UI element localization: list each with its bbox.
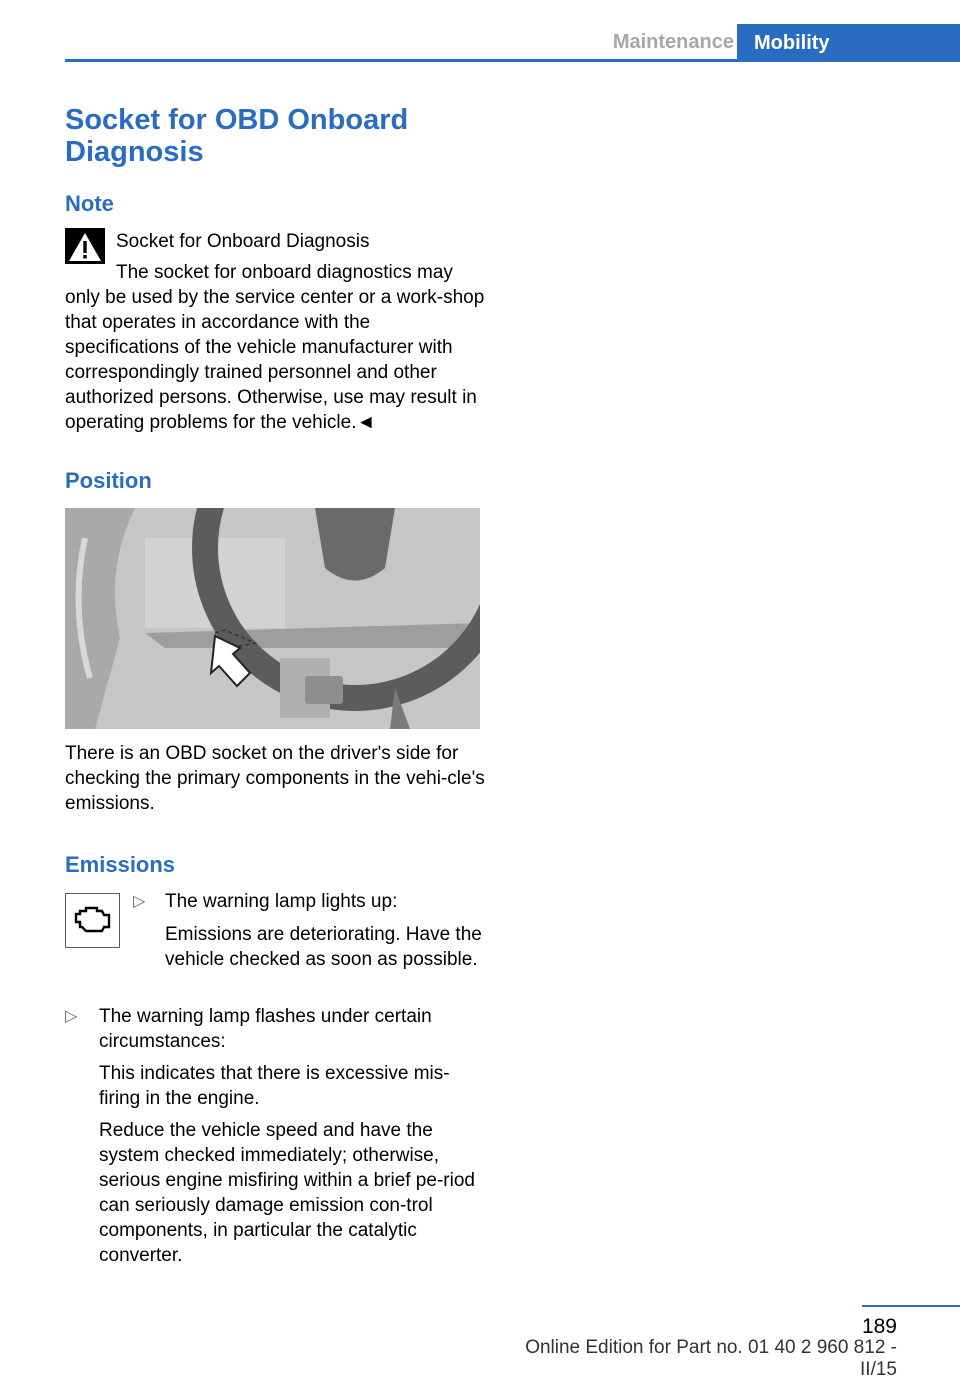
edition-line: Online Edition for Part no. 01 40 2 960 812 - II/15 (525, 1337, 897, 1380)
position-text: There is an OBD socket on the driver's side for checking the primary components in the vehi-cle's emissions. (65, 743, 485, 814)
page-title: Socket for OBD Onboard Diagnosis (65, 104, 409, 168)
bullet-marker: ▷ (65, 1008, 78, 1025)
warning-title: Socket for Onboard Diagnosis (116, 231, 370, 252)
bullet-2-detail-1: This indicates that there is excessive mis-firing in the engine. (99, 1063, 450, 1109)
bullet-marker: ▷ (133, 893, 146, 910)
bullet-2-detail-2: Reduce the vehicle speed and have the system checked immediately; otherwise, serious engine misfiring within a brief pe-riod can seriously damage emission con-trol components, in particular the catalytic converter. (99, 1120, 475, 1266)
tab-maintenance[interactable]: Maintenance (612, 31, 734, 53)
emissions-heading: Emissions (65, 852, 176, 877)
warning-text-first-line: The socket for onboard diagnostics may (116, 262, 453, 283)
bullet-1-detail: Emissions are deteriorating. Have the vehicle checked as soon as possible. (165, 924, 482, 970)
obd-location-photo (65, 508, 480, 729)
bullet-1-text: The warning lamp lights up: (165, 891, 398, 912)
header-rule (65, 59, 960, 62)
footer-rule (862, 1305, 960, 1307)
bullet-2-text: The warning lamp flashes under certain circumstances: (99, 1006, 432, 1052)
engine-warning-icon (65, 893, 120, 948)
note-heading: Note (65, 191, 114, 216)
warning-triangle-icon (65, 228, 105, 270)
tab-mobility[interactable]: Mobility (737, 24, 960, 62)
position-heading: Position (65, 468, 152, 493)
warning-text: only be used by the service center or a work-shop that operates in accordance with the specifications of the vehicle manufacturer with correspondingly trained personnel and other authorized persons. Otherwise, use may result in operating problems for the vehicle.◄ (65, 287, 485, 433)
page-number: 189 (861, 1315, 897, 1338)
